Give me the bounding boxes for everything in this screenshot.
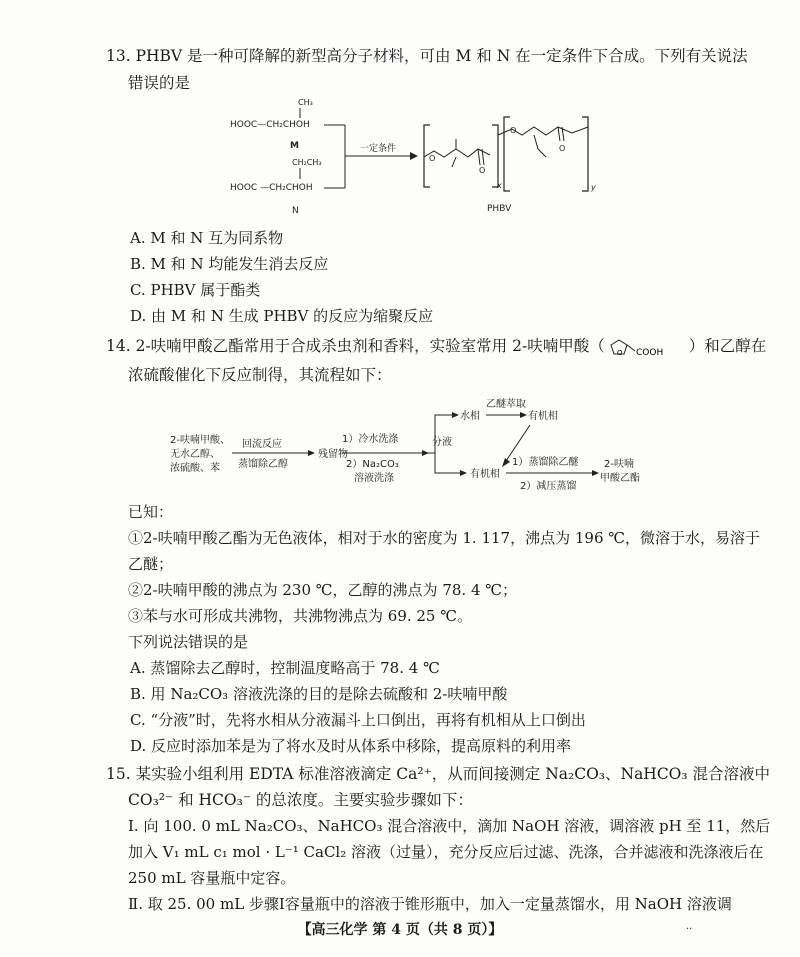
q14-known-3: ③苯与水可形成共沸物，共沸物沸点为 69. 25 ℃。 (128, 607, 473, 625)
reaction-condition: 一定条件 (360, 144, 397, 154)
flow-step2-bottom-2: 溶液洗涤 (354, 473, 394, 484)
q14-stem-end: ）和乙醇在 (688, 337, 767, 355)
flow-step3-top: 1）蒸馏除乙醚 (512, 457, 579, 468)
m-substituent: CH₃ (298, 98, 313, 107)
flow-reactants-1: 2-呋喃甲酸、 (170, 435, 230, 446)
q15-step1-line3: 250 mL 容量瓶中定容。 (128, 869, 296, 887)
q14-ask: 下列说法错误的是 (128, 633, 249, 651)
q13-option-a: A. M 和 N 互为同系物 (130, 229, 284, 247)
page-footer: 【高三化学 第 4 页（共 8 页）】 (297, 922, 503, 938)
q14-option-a: A. 蒸馏除去乙醇时，控制温度略高于 78. 4 ℃ (130, 659, 440, 677)
flow-step2-bottom-1: 2）Na₂CO₃ (346, 459, 399, 470)
flow-water-phase: 水相 (460, 411, 480, 422)
flow-step2-top: 1）冷水洗涤 (342, 434, 399, 445)
o-atom-4: O (559, 144, 566, 153)
q13-stem-line1: 13. PHBV 是一种可降解的新型高分子材料，可由 M 和 N 在一定条件下合成。下列有关说法 (106, 47, 748, 65)
q14-stem-line2: 浓硫酸催化下反应制得，其流程如下： (128, 366, 392, 384)
flow-step1-bottom: 蒸馏除乙醇 (238, 459, 288, 470)
flow-step1-top: 回流反应 (242, 439, 282, 450)
q14-stem-text: 14. 2-呋喃甲酸乙酯常用于合成杀虫剂和香料，实验室常用 2-呋喃甲酸（ (106, 337, 605, 355)
q13-stem-line2: 错误的是 (128, 74, 191, 92)
product-label: PHBV (487, 204, 512, 214)
m-label: M (290, 141, 299, 151)
q13-option-d: D. 由 M 和 N 生成 PHBV 的反应为缩聚反应 (130, 307, 434, 325)
flow-reactants-2: 无水乙醇、 (170, 449, 220, 460)
n-formula: HOOC —CH₂CHOH (230, 183, 313, 193)
m-formula: HOOC—CH₂CHOH (230, 120, 310, 130)
q15-step1-line2: 加入 V₁ mL c₁ mol · L⁻¹ CaCl₂ 溶液（过量），充分反应后过滤、洗涤，合并滤液和洗涤液后在 (128, 843, 764, 861)
q14-known-1a: ①2-呋喃甲酸乙酯为无色液体，相对于水的密度为 1. 117，沸点为 196 ℃，微溶于水，易溶于 (128, 529, 761, 547)
q14-known-1b: 乙醚； (128, 555, 174, 573)
q13-option-b: B. M 和 N 均能发生消去反应 (130, 255, 329, 273)
flow-product-2: 甲酸乙酯 (600, 473, 640, 484)
svg-text:O: O (616, 349, 623, 357)
cooh-text: COOH (635, 348, 663, 357)
q14-option-b: B. 用 Na₂CO₃ 溶液洗涤的目的是除去硫酸和 2-呋喃甲酸 (130, 685, 508, 703)
flow-step3-bottom: 2）减压蒸馏 (520, 481, 577, 492)
q14-known-2: ②2-呋喃甲酸的沸点为 230 ℃，乙醇的沸点为 78. 4 ℃； (128, 581, 518, 599)
q15-stem-line2: CO₃²⁻ 和 HCO₃⁻ 的总浓度。主要实验步骤如下： (128, 791, 473, 809)
flow-product-1: 2-呋喃 (604, 459, 634, 470)
o-atom-1: O (429, 154, 436, 163)
q14-known-title: 已知： (128, 503, 174, 521)
q15-step1-line1: Ⅰ. 向 100. 0 mL Na₂CO₃、NaHCO₃ 混合溶液中，滴加 NaOH 溶液，调溶液 pH 至 11，然后 (128, 817, 771, 835)
q14-option-c: C. “分液”时，先将水相从分液漏斗上口倒出，再将有机相从上口倒出 (130, 711, 586, 729)
q13-reaction-figure (220, 95, 620, 220)
o-atom-3: O (510, 126, 517, 135)
o-atom-2: O (479, 166, 486, 175)
q15-step2-line1: Ⅱ. 取 25. 00 mL 步骤Ⅰ容量瓶中的溶液于锥形瓶中，加入一定量蒸馏水，用 NaOH 溶液调 (128, 895, 732, 913)
q14-option-d: D. 反应时添加苯是为了将水及时从体系中移除，提高原料的利用率 (130, 737, 572, 755)
flow-separate: 分液 (432, 437, 452, 448)
flow-residue: 残留物 (318, 449, 348, 460)
n-label: N (292, 206, 299, 216)
q14-flowchart (160, 395, 690, 500)
corner-mark: ·· (686, 924, 693, 935)
q15-stem-line1: 15. 某实验小组利用 EDTA 标准溶液滴定 Ca²⁺，从而间接测定 Na₂CO₃、NaHCO₃ 混合溶液中 (106, 765, 771, 783)
furan-ring-icon (605, 337, 689, 357)
flow-reactants-3: 浓硫酸、苯 (170, 463, 220, 474)
x-subscript: x (497, 181, 502, 190)
flow-ether-extract: 乙醚萃取 (486, 399, 526, 410)
q14-stem-line1 (106, 336, 766, 357)
n-substituent: CH₂CH₃ (292, 158, 322, 167)
flow-organic-phase-1: 有机相 (528, 411, 558, 422)
flow-organic-phase-2: 有机相 (470, 469, 500, 480)
y-subscript: y (591, 183, 596, 192)
q13-option-c: C. PHBV 属于酯类 (130, 281, 261, 299)
